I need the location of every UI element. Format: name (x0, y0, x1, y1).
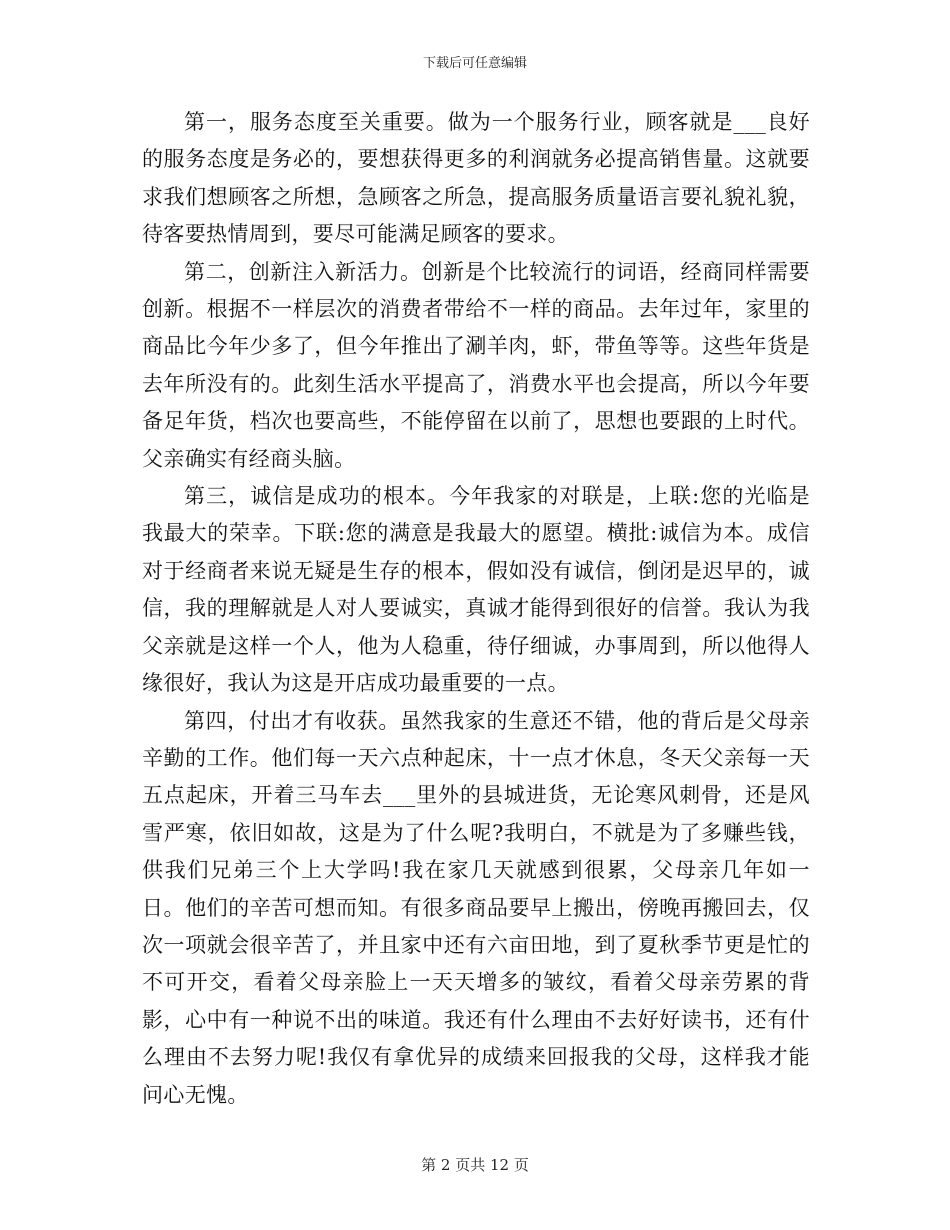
paragraph-3: 第三，诚信是成功的根本。今年我家的对联是，上联:您的光临是我最大的荣幸。下联:您的满意是我最大的愿望。横批:诚信为本。成信对于经商者来说无疑是生存的根本，假如没有诚信，倒闭是迟早的，诚信，我的理解就是人对人要诚实，真诚才能得到很好的信誉。我认为我父亲就是这样一个人，他为人稳重，待仔细诚，办事周到，所以他得人缘很好，我认为这是开店成功最重要的一点。 (142, 484, 810, 696)
paragraph-1: 第一，服务态度至关重要。做为一个服务行业，顾客就是___良好的服务态度是务必的，要想获得更多的利润就务必提高销售量。这就要求我们想顾客之所想，急顾客之所急，提高服务质量语言要礼貌礼貌，待客要热情周到，要尽可能满足顾客的要求。 (142, 110, 810, 247)
page-header: 下载后可任意编辑 (422, 56, 527, 71)
paragraph-4: 第四，付出才有收获。虽然我家的生意还不错，他的背后是父母亲辛勤的工作。他们每一天六点种起床，十一点才休息，冬天父亲每一天五点起床，开着三马车去___里外的县城进货，无论寒风刺骨，还是风雪严寒，依旧如故，这是为了什么呢?我明白，不就是为了多赚些钱，供我们兄弟三个上大学吗!我在家几天就感到很累，父母亲几年如一日。他们的辛苦可想而知。有很多商品要早上搬出，傍晚再搬回去，仅次一项就会很辛苦了，并且家中还有六亩田地，到了夏秋季节更是忙的不可开交，看着父母亲脸上一天天增多的皱纹，看着父母亲劳累的背影，心中有一种说不出的味道。我还有什么理由不去好好读书，还有什么理由不去努力呢!我仅有拿优异的成绩来回报我的父母，这样我才能问心无愧。 (142, 708, 810, 1107)
document-body (142, 104, 810, 1114)
page-footer: 第 2 页共 12 页 (421, 1156, 529, 1174)
paragraph-2: 第二，创新注入新活力。创新是个比较流行的词语，经商同样需要创新。根据不一样层次的消费者带给不一样的商品。去年过年，家里的商品比今年少多了，但今年推出了涮羊肉，虾，带鱼等等。这些年货是去年所没有的。此刻生活水平提高了，消费水平也会提高，所以今年要备足年货，档次也要高些，不能停留在以前了，思想也要跟的上时代。父亲确实有经商头脑。 (142, 259, 810, 471)
